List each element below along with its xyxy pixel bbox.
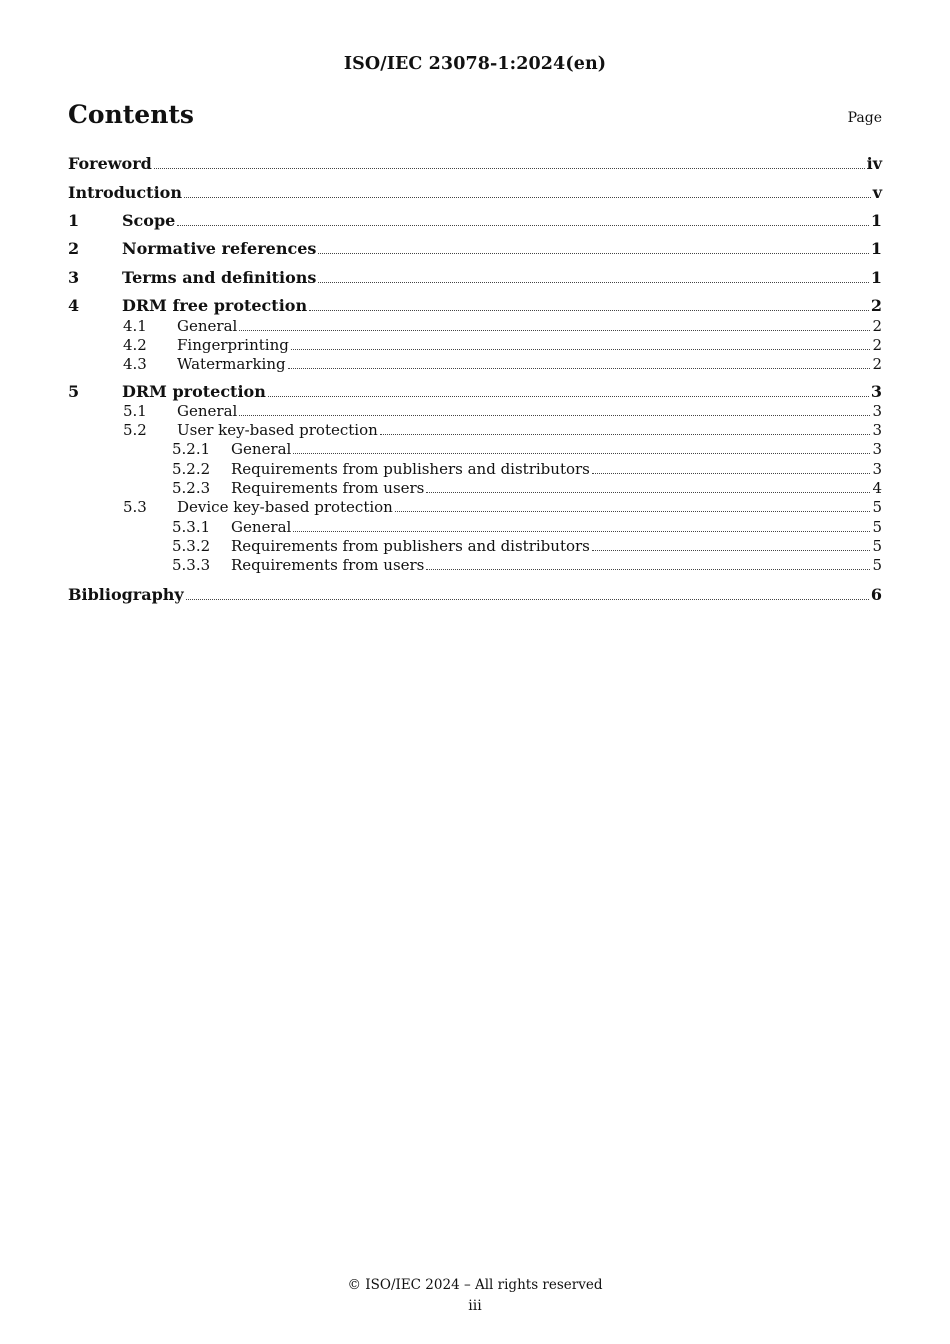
toc-entry-title: Scope <box>122 211 176 230</box>
toc-dot-leader <box>154 167 865 169</box>
toc-entry-page: 1 <box>870 239 882 258</box>
toc-entry-title: Requirements from users <box>231 556 425 574</box>
toc-entry-page: 3 <box>870 382 882 401</box>
toc-entry-number: 5.2.1 <box>172 440 211 458</box>
toc-entry[interactable] <box>68 518 882 536</box>
toc-entry-page: 5 <box>872 518 882 536</box>
toc-entry-number: 4.2 <box>123 336 147 354</box>
toc-dot-leader <box>293 530 870 532</box>
toc-entry-title: Normative references <box>122 239 317 258</box>
toc-entry-number: 5.2 <box>123 421 147 439</box>
toc-dot-leader <box>318 281 868 283</box>
toc-entry-page: 3 <box>872 421 882 439</box>
toc-entry[interactable] <box>68 211 882 230</box>
toc-dot-leader <box>239 414 870 416</box>
toc-entry-page: 5 <box>872 498 882 516</box>
toc-entry-number: 5.3.2 <box>172 537 211 555</box>
toc-entry-page: 2 <box>872 355 882 373</box>
toc-dot-leader <box>288 367 871 369</box>
contents-title: Contents <box>68 100 195 129</box>
toc-entry-page: 4 <box>872 479 882 497</box>
toc-entry-title: General <box>231 518 292 536</box>
toc-entry-page: 1 <box>870 211 882 230</box>
toc-entry-number: 4.3 <box>123 355 147 373</box>
toc-entry-title: DRM protection <box>122 382 266 401</box>
toc-entry-title: Terms and definitions <box>122 268 317 287</box>
toc-entry-number: 2 <box>68 239 80 258</box>
toc-entry[interactable] <box>68 421 882 439</box>
toc-entry-page: 2 <box>872 336 882 354</box>
toc-entry-page: 2 <box>872 317 882 335</box>
toc-entry-page: 5 <box>872 556 882 574</box>
toc-entry[interactable] <box>68 296 882 315</box>
toc-entry[interactable] <box>68 402 882 420</box>
copyright-notice: © ISO/IEC 2024 – All rights reserved <box>347 1277 603 1293</box>
toc-dot-leader <box>395 510 871 512</box>
toc-entry-title: General <box>231 440 292 458</box>
toc-entry[interactable] <box>68 498 882 516</box>
toc-entry-number: 5.3 <box>123 498 147 516</box>
toc-entry-title: General <box>177 317 238 335</box>
toc-entry[interactable] <box>68 585 882 604</box>
toc-entry[interactable] <box>68 154 882 173</box>
toc-entry[interactable] <box>68 355 882 373</box>
toc-entry-number: 5.3.1 <box>172 518 211 536</box>
toc-entry-title: User key-based protection <box>177 421 378 439</box>
toc-entry-title: General <box>177 402 238 420</box>
toc-entry[interactable] <box>68 460 882 478</box>
toc-entry-page: 1 <box>870 268 882 287</box>
toc-entry-title: Introduction <box>68 183 182 202</box>
toc-entry-title: Foreword <box>68 154 152 173</box>
toc-entry-page: 6 <box>870 585 882 604</box>
toc-entry-title: Device key-based protection <box>177 498 393 516</box>
toc-entry-page: 3 <box>872 440 882 458</box>
toc-entry-title: DRM free protection <box>122 296 308 315</box>
toc-entry-number: 5.2.3 <box>172 479 211 497</box>
toc-entry-number: 5.3.3 <box>172 556 211 574</box>
toc-dot-leader <box>592 549 871 551</box>
toc-entry[interactable] <box>68 440 882 458</box>
toc-dot-leader <box>177 224 869 226</box>
toc-entry-title: Bibliography <box>68 585 184 604</box>
contents-heading-row <box>68 100 882 134</box>
footer-page-number: iii <box>468 1298 482 1314</box>
toc-entry-number: 4 <box>68 296 80 315</box>
toc-entry-number: 5.1 <box>123 402 147 420</box>
toc-dot-leader <box>426 491 870 493</box>
toc-entry[interactable] <box>68 183 882 202</box>
toc-entry-number: 1 <box>68 211 80 230</box>
toc-entry-page: iv <box>866 154 882 173</box>
toc-dot-leader <box>239 329 870 331</box>
toc-dot-leader <box>186 598 869 600</box>
toc-entry[interactable] <box>68 268 882 287</box>
page-column-label: Page <box>847 110 882 126</box>
document-id: ISO/IEC 23078-1:2024(en) <box>343 54 607 74</box>
toc-entry-page: 3 <box>872 460 882 478</box>
toc-entry[interactable] <box>68 537 882 555</box>
toc-dot-leader <box>309 309 869 311</box>
toc-dot-leader <box>426 568 870 570</box>
toc-dot-leader <box>380 433 871 435</box>
toc-dot-leader <box>318 252 868 254</box>
toc-entry-page: 3 <box>872 402 882 420</box>
toc-entry-title: Watermarking <box>177 355 286 373</box>
toc-entry-page: 2 <box>870 296 882 315</box>
toc-entry-page: 5 <box>872 537 882 555</box>
toc-entry-number: 3 <box>68 268 80 287</box>
toc-entry[interactable] <box>68 239 882 258</box>
toc-entry-number: 5.2.2 <box>172 460 211 478</box>
toc-entry-number: 4.1 <box>123 317 147 335</box>
toc-entry[interactable] <box>68 382 882 401</box>
toc-entry[interactable] <box>68 317 882 335</box>
toc-dot-leader <box>268 395 869 397</box>
toc-entry-title: Fingerprinting <box>177 336 289 354</box>
toc-dot-leader <box>184 196 871 198</box>
toc-entry-page: v <box>872 183 882 202</box>
toc-entry-number: 5 <box>68 382 80 401</box>
toc-entry[interactable] <box>68 556 882 574</box>
toc-dot-leader <box>293 452 870 454</box>
toc-dot-leader <box>291 348 871 350</box>
toc-dot-leader <box>592 472 871 474</box>
toc-entry[interactable] <box>68 479 882 497</box>
toc-entry-title: Requirements from publishers and distributors <box>231 537 590 555</box>
toc-entry-title: Requirements from publishers and distributors <box>231 460 590 478</box>
toc-entry[interactable] <box>68 336 882 354</box>
toc-entry-title: Requirements from users <box>231 479 425 497</box>
